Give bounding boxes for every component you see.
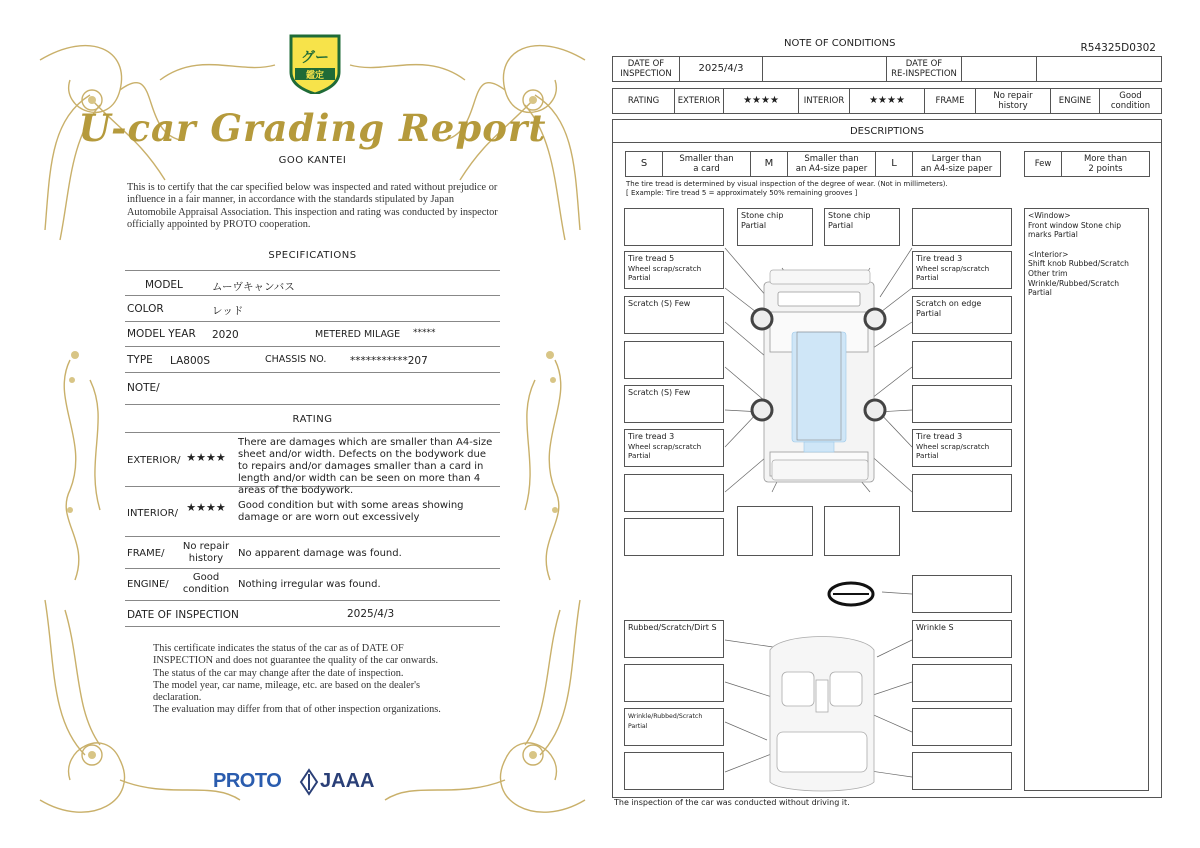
sponsor-logos — [213, 768, 413, 798]
date-of-inspection-header — [612, 56, 680, 82]
condition-box — [624, 208, 724, 246]
report-number: R54325D0302 — [1080, 42, 1156, 54]
condition-box-stone-chip-2 — [824, 208, 900, 246]
exterior-rating-cell: ★★★★ — [723, 88, 799, 114]
legend-text: an A4-size paper — [920, 164, 993, 174]
box-title: Scratch (S) Few — [628, 299, 691, 308]
legend-text: Smaller than — [679, 154, 734, 164]
condition-box — [912, 664, 1012, 702]
spec-row-year — [125, 322, 500, 347]
disclaimer-line: This certificate indicates the status of the car as of DATE OF — [153, 643, 404, 654]
box-title: Wrinkle/Rubbed/Scratch Partial — [628, 713, 703, 730]
legend-text: an A4-size paper — [795, 164, 868, 174]
reinspection-header — [886, 56, 962, 82]
engine-value-1: Good — [192, 572, 220, 583]
svg-text:グー: グー — [301, 50, 329, 66]
condition-box-steering — [912, 575, 1012, 613]
exterior-description: There are damages which are smaller than A4-size sheet and/or width. Defects on the bodywork due to repairs and/or damages smaller than a card in length and/or width can be seen on more than 4 areas of the bodywork. — [238, 437, 493, 496]
mileage-value: ***** — [413, 328, 436, 338]
box-title: Tire tread 5 — [628, 254, 675, 263]
frame-value-cell — [975, 88, 1051, 114]
condition-box — [912, 474, 1012, 512]
legend-few: Few — [1024, 151, 1062, 177]
rating-row-engine — [125, 569, 500, 601]
spec-row-type — [125, 347, 500, 373]
condition-box-tire-front-right — [912, 251, 1012, 289]
legend-text: 2 points — [1088, 164, 1123, 174]
condition-box — [912, 752, 1012, 790]
condition-box — [737, 506, 813, 556]
rating-heading: RATING — [292, 414, 333, 425]
report-subtitle: GOO KANTEI — [278, 155, 347, 166]
engine-value-2: condition — [182, 584, 230, 595]
descriptions-heading: DESCRIPTIONS — [612, 119, 1162, 143]
condition-box — [624, 664, 724, 702]
proto-logo: PROTO — [213, 770, 282, 792]
jaaa-emblem-icon — [299, 768, 319, 796]
box-title: Tire tread 3 — [916, 432, 963, 441]
interior-description: Good condition but with some areas showing damage or are worn out excessively — [238, 500, 464, 523]
condition-box — [624, 518, 724, 556]
chassis-label: CHASSIS NO. — [265, 354, 327, 365]
frame-value-line: No repair — [993, 91, 1033, 101]
color-value: レッド — [212, 305, 244, 317]
svg-text:鑑定: 鑑定 — [305, 71, 325, 81]
condition-box-wrinkle-s — [912, 620, 1012, 658]
certificate-disclaimer — [153, 643, 483, 717]
note-label: NOTE/ — [127, 382, 160, 394]
condition-box-wrinkle-rubbed — [624, 708, 724, 746]
frame-description: No apparent damage was found. — [238, 548, 402, 559]
box-desc: Wheel scrap/scratch Partial — [916, 442, 990, 460]
engine-value-line: Good — [1119, 91, 1142, 101]
condition-box — [912, 385, 1012, 423]
specifications-heading: SPECIFICATIONS — [268, 250, 357, 261]
box-title: Rubbed/Scratch/Dirt S — [628, 623, 717, 632]
condition-box — [912, 341, 1012, 379]
condition-box — [912, 708, 1012, 746]
condition-box-tire-rear-left — [624, 429, 724, 467]
condition-box — [824, 506, 900, 556]
goo-kantei-badge — [287, 32, 343, 94]
legend-text: More than — [1083, 154, 1128, 164]
disclaimer-line: The status of the car may change after the date of inspection. — [153, 667, 404, 679]
box-title: Scratch (S) Few — [628, 388, 691, 397]
sheet-title: NOTE OF CONDITIONS — [784, 38, 896, 49]
box-desc: Wheel scrap/scratch Partial — [628, 264, 702, 282]
rating-row-exterior — [125, 432, 500, 496]
type-label: TYPE — [127, 354, 153, 366]
disclaimer-line: declaration. — [153, 692, 202, 704]
interior-label: INTERIOR/ — [127, 508, 178, 519]
interior-header: INTERIOR — [798, 88, 850, 114]
note-of-conditions-sheet — [612, 32, 1164, 812]
date-of-inspection-label: DATE OF INSPECTION — [127, 609, 239, 621]
interior-notes-heading: <Interior> — [1028, 249, 1069, 259]
legend-few-desc — [1061, 151, 1150, 177]
model-year-label: MODEL YEAR — [127, 328, 196, 340]
header-label: INSPECTION — [620, 69, 672, 79]
condition-box-rubbed-scratch-dirt — [624, 620, 724, 658]
window-notes-heading: <Window> — [1028, 211, 1071, 220]
engine-header: ENGINE — [1050, 88, 1100, 114]
exterior-header: EXTERIOR — [674, 88, 724, 114]
legend-l: L — [875, 151, 913, 177]
condition-box — [624, 341, 724, 379]
color-label: COLOR — [127, 303, 164, 315]
legend-text: a card — [693, 164, 720, 174]
box-desc: Wheel scrap/scratch Partial — [916, 264, 990, 282]
legend-text: Larger than — [931, 154, 982, 164]
condition-box-stone-chip-1 — [737, 208, 813, 246]
mileage-label: METERED MILAGE — [315, 329, 401, 340]
frame-value-1: No repair — [182, 541, 230, 552]
disclaimer-line: The evaluation may differ from that of other inspection organizations. — [153, 704, 441, 716]
box-title: Stone chip Partial — [828, 211, 871, 230]
condition-box-tire-rear-right — [912, 429, 1012, 467]
engine-label: ENGINE/ — [127, 579, 169, 590]
spec-row-color — [125, 296, 500, 322]
frame-header: FRAME — [924, 88, 976, 114]
legend-s: S — [625, 151, 663, 177]
condition-box-scratch-1 — [624, 296, 724, 334]
model-year-value: 2020 — [212, 329, 239, 341]
window-notes-text: Front window Stone chip marks Partial — [1028, 220, 1122, 240]
certification-statement: This is to certify that the car specified below was inspected and rated without prejudice or influence in a fair manner, in accordance with the standards stipulated by Japan Automobile Appraisal Association. This inspection and rating was conducted by inspector officially appointed by PROTO cooperation. — [127, 182, 498, 231]
engine-value-line: condition — [1110, 101, 1151, 111]
condition-box — [624, 752, 724, 790]
inspection-footnote: The inspection of the car was conducted without driving it. — [614, 798, 850, 807]
rating-row-interior — [125, 487, 500, 537]
rating-row-date — [125, 601, 500, 627]
rating-header: RATING — [612, 88, 675, 114]
header-label: DATE OF — [905, 59, 943, 69]
condition-box-scratch-edge — [912, 296, 1012, 334]
box-title: Wrinkle S — [916, 623, 954, 632]
frame-value-2: history — [188, 553, 224, 564]
date-of-inspection-value: 2025/4/3 — [347, 608, 395, 620]
interior-stars: ★★★★ — [186, 501, 226, 514]
spec-row-model — [125, 270, 500, 296]
grading-certificate — [30, 20, 595, 835]
interior-note-line: Shift knob Rubbed/Scratch — [1028, 259, 1129, 269]
report-title: U-car Grading Report — [78, 106, 547, 150]
interior-note-line: Wrinkle/Rubbed/Scratch Partial — [1028, 278, 1120, 298]
condition-box — [912, 208, 1012, 246]
frame-value-line: history — [998, 101, 1028, 111]
disclaimer-line: INSPECTION and does not guarantee the quality of the car onwards. — [153, 655, 439, 667]
reinspection-value-cell — [961, 56, 1037, 82]
exterior-label: EXTERIOR/ — [127, 455, 181, 466]
header-label: DATE OF — [627, 59, 665, 69]
spec-row-note — [125, 373, 500, 405]
tire-note-line: The tire tread is determined by visual inspection of the degree of wear. (Not in millimeters). — [626, 180, 948, 188]
tire-note-line: [ Example: Tire tread 5 = approximately 50% remaining grooves ] — [626, 189, 858, 197]
interior-note-line: Other trim — [1028, 268, 1068, 278]
legend-m: M — [750, 151, 788, 177]
blank-cell — [1036, 56, 1162, 82]
date-of-inspection-cell: 2025/4/3 — [679, 56, 763, 82]
legend-s-desc — [662, 151, 751, 177]
frame-label: FRAME/ — [127, 548, 165, 559]
box-desc: Wheel scrap/scratch Partial — [628, 442, 702, 460]
legend-text: Smaller than — [804, 154, 859, 164]
type-value: LA800S — [170, 355, 210, 367]
condition-box-scratch-2 — [624, 385, 724, 423]
rating-row-frame — [125, 537, 500, 569]
engine-value-cell — [1099, 88, 1162, 114]
condition-box-tire-front-left — [624, 251, 724, 289]
legend-l-desc — [912, 151, 1001, 177]
condition-box — [624, 474, 724, 512]
engine-description: Nothing irregular was found. — [238, 579, 381, 590]
box-title: Stone chip Partial — [741, 211, 784, 230]
blank-cell — [762, 56, 887, 82]
model-value: ムーヴキャンバス — [212, 281, 295, 293]
interior-rating-cell: ★★★★ — [849, 88, 925, 114]
tire-tread-note — [626, 180, 948, 198]
box-title: Tire tread 3 — [628, 432, 675, 441]
chassis-value: ***********207 — [350, 355, 428, 367]
header-label: RE-INSPECTION — [891, 69, 957, 79]
legend-m-desc — [787, 151, 876, 177]
jaaa-logo: JAAA — [320, 770, 375, 792]
box-title: Scratch on edge Partial — [916, 299, 982, 318]
box-title: Tire tread 3 — [916, 254, 963, 263]
exterior-stars: ★★★★ — [186, 451, 226, 464]
condition-notes-panel — [1024, 208, 1149, 791]
disclaimer-line: The model year, car name, mileage, etc. are based on the dealer's — [153, 679, 421, 691]
model-label: MODEL — [145, 279, 183, 291]
